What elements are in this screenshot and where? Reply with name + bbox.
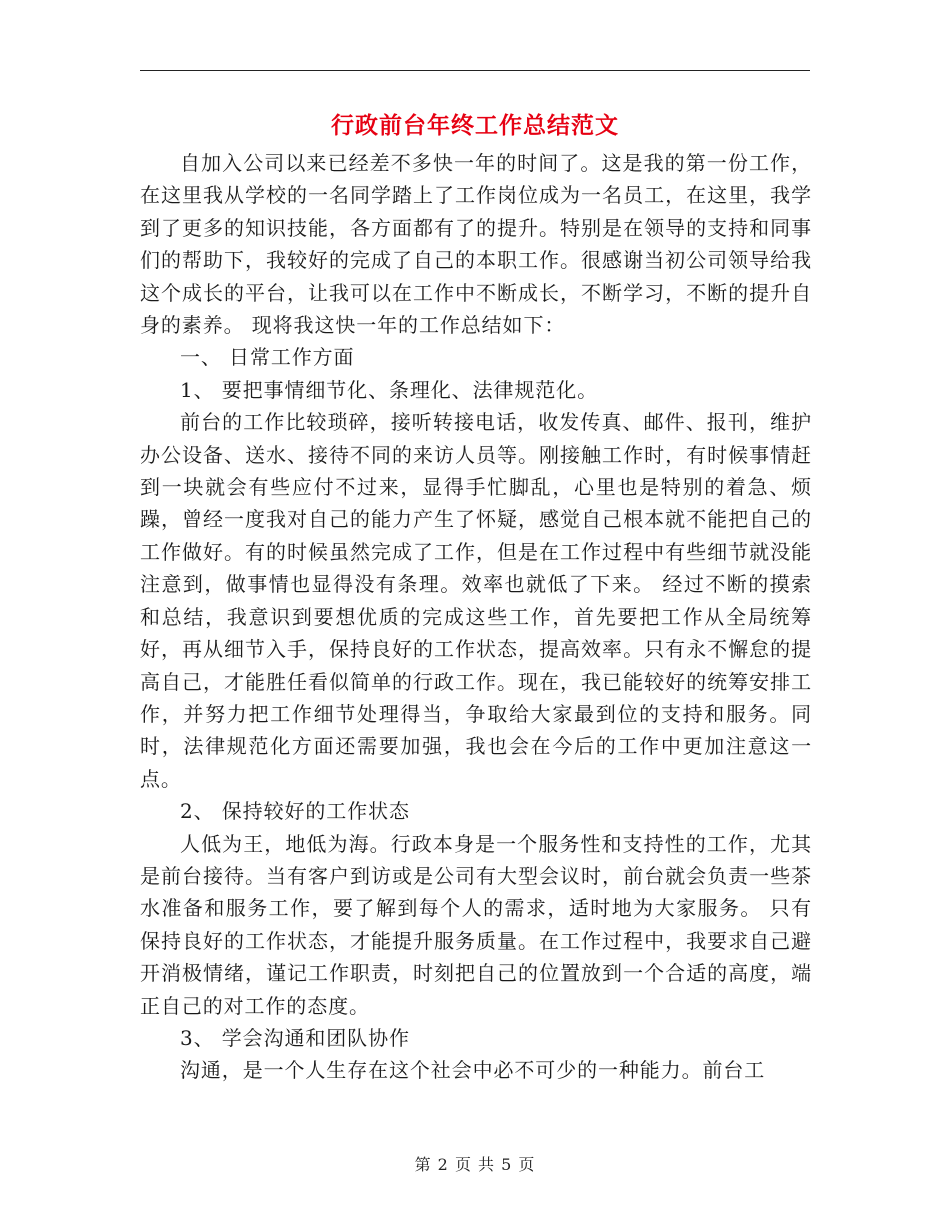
document-body <box>140 147 812 1087</box>
header-rule <box>140 70 810 71</box>
subheading-work-state: 2、 保持较好的工作状态 <box>180 799 410 824</box>
paragraph-communication: 沟通，是一个人生存在这个社会中必不可少的一种能力。前台工 <box>180 1058 766 1083</box>
section-heading-daily-work: 一、 日常工作方面 <box>180 345 355 370</box>
paragraph-service-attitude: 人低为王，地低为海。行政本身是一个服务性和支持性的工作，尤其是前台接待。当有客户到访或是公司有大型会议时，前台就会负责一些茶水准备和服务工作，要了解到每个人的需求，适时地为大家服务。 只有保持良好的工作状态，才能提升服务质量。在工作过程中，我要求自己避开消极情绪，谨记工作职责，时刻把自己的位置放到一个合适的高度，端正自己的对工作的态度。 <box>140 831 812 1018</box>
intro-paragraph: 自加入公司以来已经差不多快一年的时间了。这是我的第一份工作，在这里我从学校的一名同学踏上了工作岗位成为一名员工，在这里，我学到了更多的知识技能，各方面都有了的提升。特别是在领导的支持和同事们的帮助下，我较好的完成了自己的本职工作。很感谢当初公司领导给我这个成长的平台，让我可以在工作中不断成长，不断学习，不断的提升自身的素养。 现将我这快一年的工作总结如下： <box>140 151 812 338</box>
page-number: 第 2 页 共 5 页 <box>414 1155 536 1174</box>
subheading-communication-teamwork: 3、 学会沟通和团队协作 <box>180 1025 410 1050</box>
subheading-detail-orientation: 1、 要把事情细节化、条理化、法律规范化。 <box>180 377 598 402</box>
document-title: 行政前台年终工作总结范文 <box>331 112 619 139</box>
paragraph-front-desk-work: 前台的工作比较琐碎，接听转接电话，收发传真、邮件、报刊，维护办公设备、送水、接待不同的来访人员等。刚接触工作时，有时候事情赶到一块就会有些应付不过来，显得手忙脚乱，心里也是特别的着急、烦躁，曾经一度我对自己的能力产生了怀疑，感觉自己根本就不能把自己的工作做好。有的时候虽然完成了工作，但是在工作过程中有些细节就没能注意到，做事情也显得没有条理。效率也就低了下来。 经过不断的摸索和总结，我意识到要想优质的完成这些工作，首先要把工作从全局统筹好，再从细节入手，保持良好的工作状态，提高效率。只有永不懈怠的提高自己，才能胜任看似简单的行政工作。现在，我已能较好的统筹安排工作，并努力把工作细节处理得当，争取给大家最到位的支持和服务。同时，法律规范化方面还需要加强，我也会在今后的工作中更加注意这一点。 <box>140 410 812 791</box>
